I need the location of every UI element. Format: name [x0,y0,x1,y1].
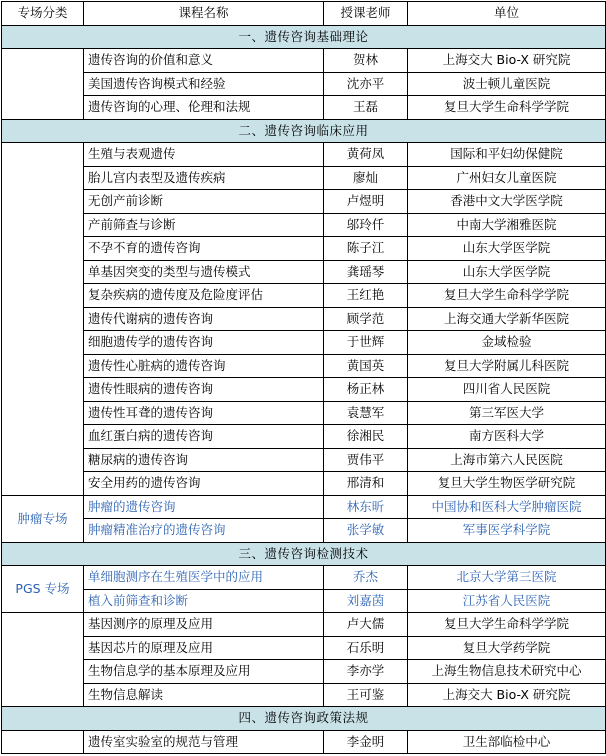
teacher-cell: 廖灿 [324,166,408,190]
unit-cell: 南方医科大学 [408,425,606,449]
table-row [2,425,606,449]
teacher-cell: 王可鉴 [324,683,408,707]
teacher-cell: 袁慧军 [324,401,408,425]
course-cell: 不孕不育的遗传咨询 [84,237,324,261]
table-row [2,190,606,214]
unit-cell: 复旦大学附属儿科医院 [408,354,606,378]
teacher-cell: 卢煜明 [324,190,408,214]
section-row [2,25,606,49]
teacher-cell: 徐湘民 [324,425,408,449]
table-row [2,331,606,355]
course-cell: 植入前筛查和诊断 [84,589,324,613]
course-cell: 血红蛋白病的遗传咨询 [84,425,324,449]
teacher-cell: 顾学范 [324,307,408,331]
section-title: 一、遗传咨询基础理论 [2,25,606,49]
header-row [2,2,606,26]
course-cell: 单细胞测序在生殖医学中的应用 [84,566,324,590]
table-row [2,354,606,378]
course-cell: 美国遗传咨询模式和经验 [84,72,324,96]
course-cell: 肿瘤的遗传咨询 [84,495,324,519]
unit-cell: 卫生部临检中心 [408,730,606,754]
table-row [2,566,606,590]
special-cell [2,49,84,120]
table-row [2,143,606,167]
table-row [2,519,606,543]
table-row [2,495,606,519]
teacher-cell: 林东昕 [324,495,408,519]
unit-cell: 上海交大 Bio-X 研究院 [408,683,606,707]
teacher-cell: 张学敏 [324,519,408,543]
table-row [2,683,606,707]
table-row [2,730,606,754]
course-cell: 遗传室实验室的规范与管理 [84,730,324,754]
teacher-cell: 杨正林 [324,378,408,402]
course-cell: 遗传咨询的价值和意义 [84,49,324,73]
teacher-cell: 刘嘉茵 [324,589,408,613]
table-row [2,660,606,684]
unit-cell: 复旦大学生命科学学院 [408,284,606,308]
section-row [2,119,606,143]
teacher-cell: 石乐明 [324,636,408,660]
teacher-cell: 王磊 [324,96,408,120]
table-row [2,378,606,402]
section-row [2,707,606,731]
special-cell [2,730,84,754]
teacher-cell: 于世辉 [324,331,408,355]
course-cell: 基因测序的原理及应用 [84,613,324,637]
unit-cell: 中南大学湘雅医院 [408,213,606,237]
teacher-cell: 贾伟平 [324,448,408,472]
teacher-cell: 陈子江 [324,237,408,261]
unit-cell: 国际和平妇幼保健院 [408,143,606,167]
unit-cell: 复旦大学生物医学研究院 [408,472,606,496]
unit-cell: 江苏省人民医院 [408,589,606,613]
header-course: 课程名称 [84,2,324,26]
teacher-cell: 黄国英 [324,354,408,378]
section-title: 三、遗传咨询检测技术 [2,542,606,566]
table-row [2,448,606,472]
course-cell: 安全用药的遗传咨询 [84,472,324,496]
teacher-cell: 沈亦平 [324,72,408,96]
course-cell: 肿瘤精准治疗的遗传咨询 [84,519,324,543]
header-special: 专场分类 [2,2,84,26]
unit-cell: 第三军医大学 [408,401,606,425]
course-cell: 复杂疾病的遗传度及危险度评估 [84,284,324,308]
course-cell: 遗传咨询的心理、伦理和法规 [84,96,324,120]
section-title: 二、遗传咨询临床应用 [2,119,606,143]
course-cell: 遗传性心脏病的遗传咨询 [84,354,324,378]
unit-cell: 军事医学科学院 [408,519,606,543]
special-cell [2,143,84,496]
special-cell-pgs: PGS 专场 [2,566,84,613]
unit-cell: 香港中文大学医学院 [408,190,606,214]
course-cell: 胎儿宫内表型及遗传疾病 [84,166,324,190]
table-row [2,636,606,660]
course-cell: 无创产前诊断 [84,190,324,214]
table-row [2,72,606,96]
teacher-cell: 邢清和 [324,472,408,496]
unit-cell: 波士顿儿童医院 [408,72,606,96]
table-row [2,284,606,308]
unit-cell: 复旦大学药学院 [408,636,606,660]
teacher-cell: 贺林 [324,49,408,73]
course-cell: 生殖与表观遗传 [84,143,324,167]
table-row [2,589,606,613]
unit-cell: 上海市第六人民医院 [408,448,606,472]
teacher-cell: 邬玲仟 [324,213,408,237]
teacher-cell: 李亦学 [324,660,408,684]
header-unit: 单位 [408,2,606,26]
teacher-cell: 王红艳 [324,284,408,308]
special-cell-tumor: 肿瘤专场 [2,495,84,542]
header-teacher: 授课老师 [324,2,408,26]
section-row [2,542,606,566]
course-cell: 遗传性耳聋的遗传咨询 [84,401,324,425]
course-cell: 遗传代谢病的遗传咨询 [84,307,324,331]
unit-cell: 山东大学医学院 [408,260,606,284]
table-row [2,613,606,637]
unit-cell: 上海交大 Bio-X 研究院 [408,49,606,73]
teacher-cell: 卢大儒 [324,613,408,637]
teacher-cell: 李金明 [324,730,408,754]
table-row [2,260,606,284]
unit-cell: 北京大学第三医院 [408,566,606,590]
course-cell: 遗传性眼病的遗传咨询 [84,378,324,402]
unit-cell: 复旦大学生命科学学院 [408,613,606,637]
teacher-cell: 黄荷凤 [324,143,408,167]
unit-cell: 中国协和医科大学肿瘤医院 [408,495,606,519]
table-row [2,213,606,237]
teacher-cell: 乔杰 [324,566,408,590]
unit-cell: 上海生物信息技术研究中心 [408,660,606,684]
unit-cell: 复旦大学生命科学学院 [408,96,606,120]
unit-cell: 广州妇女儿童医院 [408,166,606,190]
course-table [1,1,606,754]
course-cell: 细胞遗传学的遗传咨询 [84,331,324,355]
unit-cell: 山东大学医学院 [408,237,606,261]
section-title: 四、遗传咨询政策法规 [2,707,606,731]
table-row [2,472,606,496]
course-cell: 基因芯片的原理及应用 [84,636,324,660]
teacher-cell: 龚瑶琴 [324,260,408,284]
course-cell: 糖尿病的遗传咨询 [84,448,324,472]
special-cell [2,613,84,707]
table-row [2,49,606,73]
course-cell: 生物信息解读 [84,683,324,707]
table-row [2,307,606,331]
course-cell: 产前筛查与诊断 [84,213,324,237]
table-row [2,166,606,190]
course-cell: 生物信息学的基本原理及应用 [84,660,324,684]
table-row [2,96,606,120]
unit-cell: 金域检验 [408,331,606,355]
unit-cell: 四川省人民医院 [408,378,606,402]
course-cell: 单基因突变的类型与遗传模式 [84,260,324,284]
unit-cell: 上海交通大学新华医院 [408,307,606,331]
table-row [2,237,606,261]
table-row [2,401,606,425]
